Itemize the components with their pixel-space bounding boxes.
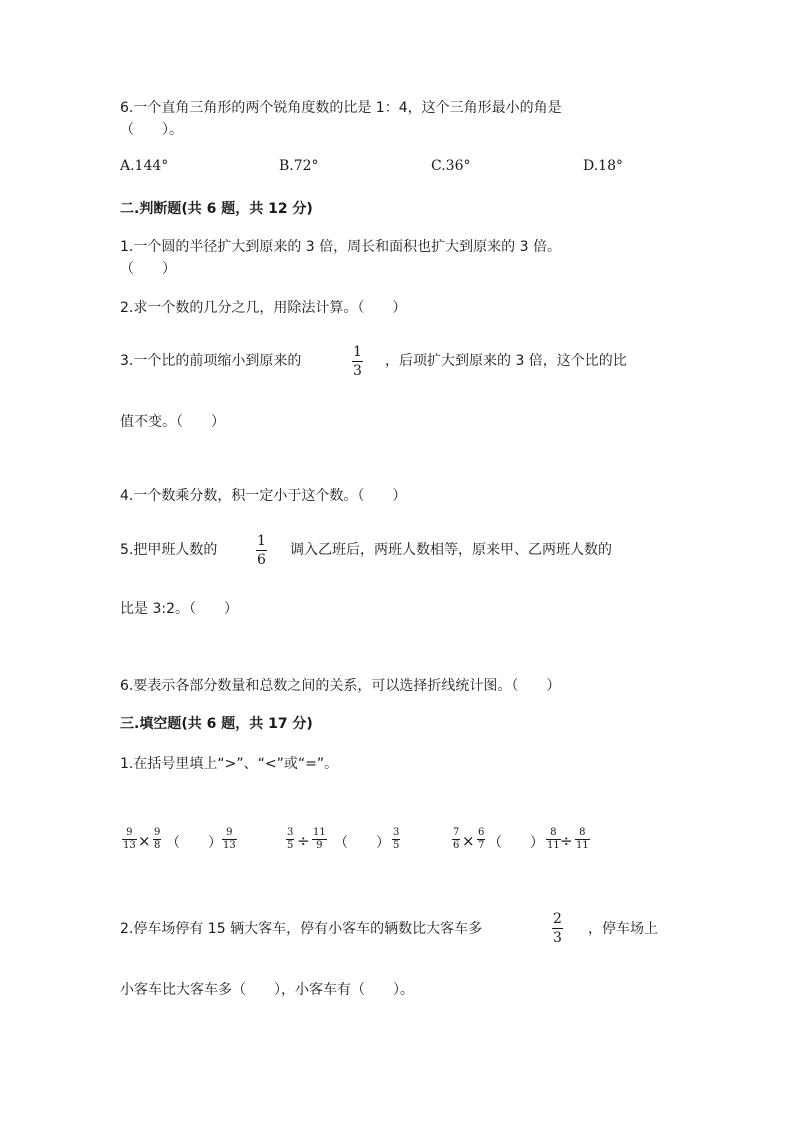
- compare-1-answer-blank[interactable]: （ ）: [166, 835, 222, 851]
- judge-question-5-part1: 5.把甲班人数的: [120, 542, 218, 558]
- numerator: 11: [313, 827, 326, 838]
- fraction-denominator: 3: [353, 363, 362, 379]
- compare-2-answer-blank[interactable]: （ ）: [334, 835, 390, 851]
- option-b[interactable]: B.72°: [279, 158, 319, 174]
- compare-3-fraction-d: [575, 828, 590, 851]
- denominator: 7: [478, 840, 485, 851]
- judge-question-5-line2: 比是 3:2。（ ）: [120, 601, 238, 617]
- compare-3-fraction-b: [477, 828, 485, 851]
- denominator: 11: [576, 840, 589, 851]
- denominator: 11: [547, 840, 560, 851]
- judge-question-2: 2.求一个数的几分之几，用除法计算。（ ）: [120, 300, 407, 316]
- fill-question-2-line2: 小客车比大客车多（ ），小客车有（ ）。: [120, 982, 414, 998]
- section-2-heading: 二.判断题(共 6 题，共 12 分): [120, 201, 313, 217]
- judge-question-3-part2: ，后项扩大到原来的 3 倍，这个比的比: [385, 353, 627, 369]
- numerator: 3: [287, 827, 294, 838]
- compare-1-fraction-b: [153, 828, 161, 851]
- judge-question-3-line2: 值不变。（ ）: [120, 414, 225, 430]
- fraction-denominator: 3: [553, 930, 562, 946]
- compare-2-fraction-a: [286, 828, 294, 851]
- fill-question-1: 1.在括号里填上“>”、“<”或“=”。: [120, 756, 339, 772]
- judge-question-3-part1: 3.一个比的前项缩小到原来的: [120, 353, 302, 369]
- compare-2-fraction-b: [312, 828, 327, 851]
- compare-2-fraction-c: [392, 828, 400, 851]
- denominator: 9: [316, 840, 323, 851]
- numerator: 9: [154, 827, 161, 838]
- compare-1-fraction-c: [222, 828, 237, 851]
- judge-question-6: 6.要表示各部分数量和总数之间的关系，可以选择折线统计图。（ ）: [120, 678, 561, 694]
- fill-question-2-part1: 2.停车场停有 15 辆大客车，停有小客车的辆数比大客车多: [120, 921, 483, 937]
- compare-1-fraction-a: [122, 828, 137, 851]
- judge-question-1: 1.一个圆的半径扩大到原来的 3 倍，周长和面积也扩大到原来的 3 倍。: [120, 239, 561, 255]
- judge-question-4: 4.一个数乘分数，积一定小于这个数。（ ）: [120, 488, 407, 504]
- fraction-denominator: 6: [257, 552, 266, 568]
- numerator: 9: [226, 827, 233, 838]
- numerator: 9: [126, 827, 133, 838]
- compare-3-answer-blank[interactable]: （ ）: [488, 835, 544, 851]
- numerator: 8: [550, 827, 557, 838]
- compare-3-fraction-a: [452, 828, 460, 851]
- fill-question-2-fraction: [552, 912, 563, 945]
- fraction-numerator: 1: [353, 344, 362, 360]
- denominator: 8: [154, 840, 161, 851]
- denominator: 6: [453, 840, 460, 851]
- denominator: 5: [393, 840, 400, 851]
- multiply-sign: ×: [462, 832, 475, 850]
- denominator: 5: [287, 840, 294, 851]
- judge-question-1-blank: （ ）: [120, 261, 176, 277]
- fraction-numerator: 2: [553, 911, 562, 927]
- numerator: 3: [393, 827, 400, 838]
- fraction-numerator: 1: [257, 533, 266, 549]
- denominator: 13: [123, 840, 136, 851]
- option-a[interactable]: A.144°: [120, 158, 169, 174]
- numerator: 7: [453, 827, 460, 838]
- judge-question-5-fraction: [256, 534, 267, 567]
- multiply-sign: ×: [138, 832, 151, 850]
- divide-sign: ÷: [297, 832, 310, 850]
- numerator: 6: [478, 827, 485, 838]
- numerator: 8: [579, 827, 586, 838]
- fraction-bar: [552, 928, 563, 929]
- compare-3-fraction-c: [546, 828, 561, 851]
- denominator: 13: [223, 840, 236, 851]
- section-3-heading: 三.填空题(共 6 题，共 17 分): [120, 716, 313, 732]
- question-6-text: 6.一个直角三角形的两个锐角度数的比是 1：4，这个三角形最小的角是: [120, 100, 562, 116]
- judge-question-5-part2: 调入乙班后，两班人数相等，原来甲、乙两班人数的: [290, 542, 612, 558]
- divide-sign: ÷: [560, 832, 573, 850]
- question-6-answer-blank: （ ）。: [120, 122, 183, 138]
- option-c[interactable]: C.36°: [431, 158, 471, 174]
- fill-question-2-part2: ，停车场上: [588, 921, 658, 937]
- judge-question-3-fraction: [352, 345, 363, 378]
- fraction-bar: [352, 361, 363, 362]
- fraction-bar: [256, 550, 267, 551]
- option-d[interactable]: D.18°: [583, 158, 623, 174]
